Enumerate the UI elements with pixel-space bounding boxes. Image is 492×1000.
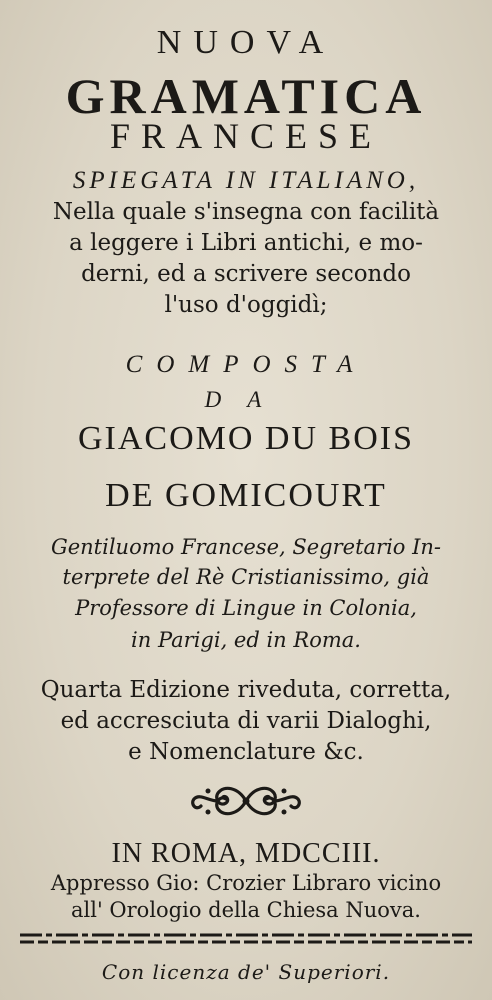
imprint-place-year: IN ROMA, MDCCIII. xyxy=(111,838,381,869)
imprint-printer-line-1: Appresso Gio: Crozier Libraro vicino xyxy=(50,871,442,895)
title-line-francese: FRANCESE xyxy=(109,116,383,156)
da-label: DA xyxy=(204,387,288,412)
author-name-line-1: GIACOMO DU BOIS xyxy=(77,420,415,457)
title-line-nuova: NUOVA xyxy=(156,24,336,61)
author-title-line-2: terprete del Rè Cristianissimo, già xyxy=(62,565,430,589)
description-line-1: Nella quale s'insegna con facilità xyxy=(52,199,440,225)
author-title-line-1: Gentiluomo Francese, Segretario In- xyxy=(50,535,442,559)
edition-line-3: e Nomenclature &c. xyxy=(128,739,364,765)
edition-line-2: ed accresciuta di varii Dialoghi, xyxy=(60,708,432,734)
description-line-3: derni, ed a scrivere secondo xyxy=(81,261,411,287)
license-line: Con licenza de' Superiori. xyxy=(101,960,391,984)
composta-label: COMPOSTA xyxy=(125,351,367,378)
imprint-printer-line-2: all' Orologio della Chiesa Nuova. xyxy=(71,898,421,922)
ornament-fleuron-icon xyxy=(188,779,304,823)
author-title-line-3: Professore di Lingue in Colonia, xyxy=(75,596,417,620)
subtitle-spiegata: SPIEGATA IN ITALIANO, xyxy=(72,167,420,194)
title-line-gramatica: GRAMATICA xyxy=(65,68,427,124)
author-title-line-4: in Parigi, ed in Roma. xyxy=(131,628,361,652)
description-line-4: l'uso d'oggidì; xyxy=(164,292,328,318)
description-line-2: a leggere i Libri antichi, e mo- xyxy=(69,230,423,256)
edition-line-1: Quarta Edizione riveduta, corretta, xyxy=(40,677,452,703)
author-name-line-2: DE GOMICOURT xyxy=(105,477,387,514)
decorative-rule-icon xyxy=(20,932,472,946)
